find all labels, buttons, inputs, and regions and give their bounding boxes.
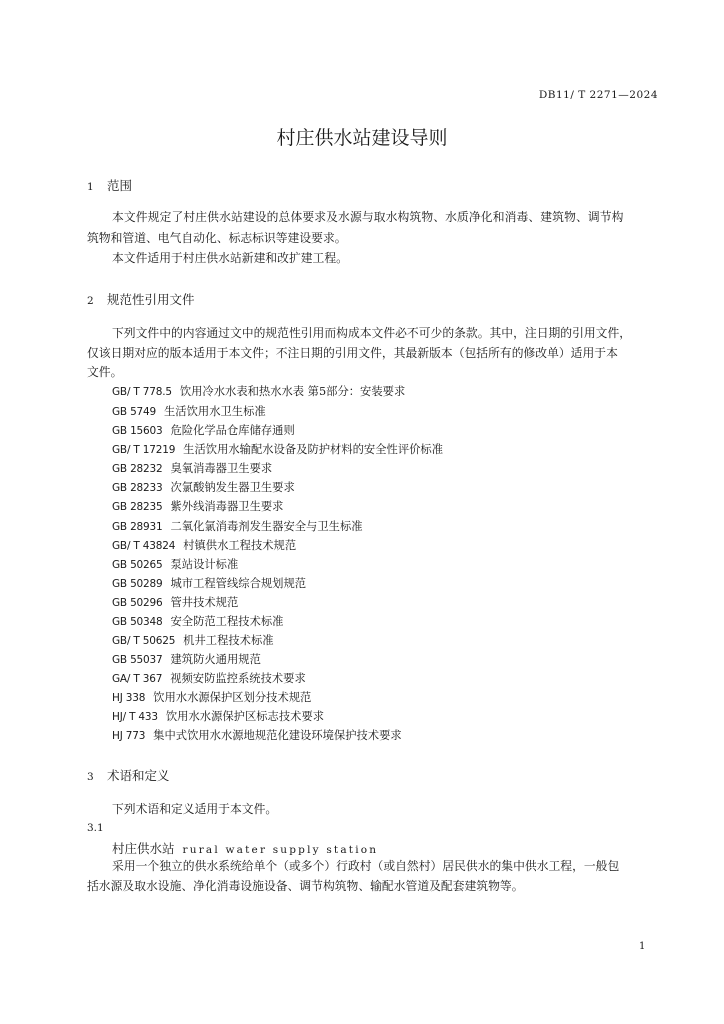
paragraph-line: 本文件规定了村庄供水站建设的总体要求及水源与取水构筑物、水质净化和消毒、建筑物、调节构 bbox=[112, 210, 624, 224]
section-title: 规范性引用文件 bbox=[107, 292, 195, 307]
reference-title: 城市工程管线综合规划规范 bbox=[170, 577, 307, 590]
section-1-heading bbox=[87, 176, 132, 194]
reference-code: GB 55037 bbox=[112, 654, 163, 666]
reference-item bbox=[112, 575, 306, 591]
reference-item bbox=[112, 537, 296, 553]
reference-item bbox=[112, 651, 261, 667]
reference-title: 视频安防监控系统技术要求 bbox=[170, 672, 306, 685]
section-2-heading bbox=[87, 290, 195, 308]
reference-code: HJ 773 bbox=[112, 730, 146, 742]
section-title: 术语和定义 bbox=[107, 768, 170, 783]
reference-title: 管井技术规范 bbox=[170, 596, 239, 609]
reference-title: 危险化学品仓库储存通则 bbox=[170, 424, 295, 437]
reference-code: GB/ T 778.5 bbox=[112, 386, 172, 398]
reference-title: 紫外线消毒器卫生要求 bbox=[170, 500, 284, 513]
reference-item bbox=[112, 556, 238, 572]
reference-title: 次氯酸钠发生器卫生要求 bbox=[170, 481, 295, 494]
reference-code: GB 28232 bbox=[112, 463, 163, 475]
reference-code: GB 50296 bbox=[112, 597, 163, 609]
section-number: 3 bbox=[87, 771, 94, 783]
reference-title: 饮用水水源保护区划分技术规范 bbox=[153, 691, 312, 704]
reference-item bbox=[112, 441, 443, 457]
reference-item bbox=[112, 479, 295, 495]
reference-item bbox=[112, 518, 363, 534]
reference-title: 饮用水水源保护区标志技术要求 bbox=[165, 710, 325, 723]
paragraph-line: 下列术语和定义适用于本文件。 bbox=[112, 802, 278, 816]
reference-item bbox=[112, 498, 283, 514]
reference-item bbox=[112, 460, 272, 476]
reference-code: GB/ T 17219 bbox=[112, 444, 176, 456]
reference-code: HJ/ T 433 bbox=[112, 711, 158, 723]
reference-title: 生活饮用水输配水设备及防护材料的安全性评价标准 bbox=[183, 443, 444, 456]
reference-item bbox=[112, 632, 274, 648]
reference-title: 饮用冷水水表和热水水表 第5部分：安装要求 bbox=[179, 385, 406, 398]
reference-title: 村镇供水工程技术规范 bbox=[183, 539, 297, 552]
reference-code: GB 28931 bbox=[112, 521, 163, 533]
reference-code: GB 50289 bbox=[112, 578, 163, 590]
reference-code: GB 50265 bbox=[112, 559, 163, 571]
reference-item bbox=[112, 613, 283, 629]
section-number: 1 bbox=[87, 181, 94, 193]
term-name: 村庄供水站 bbox=[112, 841, 175, 856]
section-3-heading bbox=[87, 766, 170, 784]
reference-item bbox=[112, 708, 324, 724]
reference-title: 生活饮用水卫生标准 bbox=[164, 405, 266, 418]
paragraph-line: 仅该日期对应的版本适用于本文件；不注日期的引用文件，其最新版本（包括所有的修改单）适用于本 bbox=[87, 346, 618, 360]
paragraph-line: 本文件适用于村庄供水站新建和改扩建工程。 bbox=[112, 251, 348, 265]
reference-item bbox=[112, 422, 295, 438]
section-number: 2 bbox=[87, 295, 94, 307]
reference-title: 建筑防火通用规范 bbox=[170, 653, 261, 666]
reference-item bbox=[112, 403, 266, 419]
definition-line: 括水源及取水设施、净化消毒设施设备、调节构筑物、输配水管道及配套建筑物等。 bbox=[87, 879, 524, 893]
reference-title: 二氧化氯消毒剂发生器安全与卫生标准 bbox=[170, 520, 363, 533]
reference-code: HJ 338 bbox=[112, 692, 146, 704]
term-entry bbox=[112, 838, 378, 857]
reference-item bbox=[112, 670, 306, 686]
reference-title: 集中式饮用水水源地规范化建设环境保护技术要求 bbox=[153, 729, 402, 742]
reference-code: GA/ T 367 bbox=[112, 673, 163, 685]
reference-code: GB 28235 bbox=[112, 501, 163, 513]
document-title: 村庄供水站建设导则 bbox=[276, 127, 448, 149]
reference-title: 泵站设计标准 bbox=[170, 558, 239, 571]
reference-item bbox=[112, 689, 311, 705]
reference-code: GB 50348 bbox=[112, 616, 163, 628]
reference-code: GB/ T 43824 bbox=[112, 540, 176, 552]
reference-title: 安全防范工程技术标准 bbox=[170, 615, 284, 628]
reference-item bbox=[112, 594, 238, 610]
paragraph-line: 文件。 bbox=[87, 365, 123, 379]
definition-line: 采用一个独立的供水系统给单个（或多个）行政村（或自然村）居民供水的集中供水工程，一般包 bbox=[112, 859, 620, 873]
standard-number: DB11/ T 2271—2024 bbox=[538, 89, 658, 101]
paragraph-line: 下列文件中的内容通过文中的规范性引用而构成本文件必不可少的条款。其中，注日期的引用文件， bbox=[112, 326, 632, 340]
section-title: 范围 bbox=[107, 178, 133, 193]
page-number: 1 bbox=[639, 941, 646, 952]
reference-code: GB 5749 bbox=[112, 406, 156, 418]
paragraph-line: 筑物和管道、电气自动化、标志标识等建设要求。 bbox=[87, 231, 347, 245]
reference-code: GB 28233 bbox=[112, 482, 163, 494]
reference-code: GB/ T 50625 bbox=[112, 635, 176, 647]
reference-title: 机井工程技术标准 bbox=[183, 634, 274, 647]
reference-code: GB 15603 bbox=[112, 425, 163, 437]
reference-title: 臭氧消毒器卫生要求 bbox=[170, 462, 273, 475]
reference-item bbox=[112, 727, 402, 743]
term-english: rural water supply station bbox=[182, 844, 379, 856]
term-number: 3.1 bbox=[87, 822, 104, 834]
reference-item bbox=[112, 383, 405, 399]
